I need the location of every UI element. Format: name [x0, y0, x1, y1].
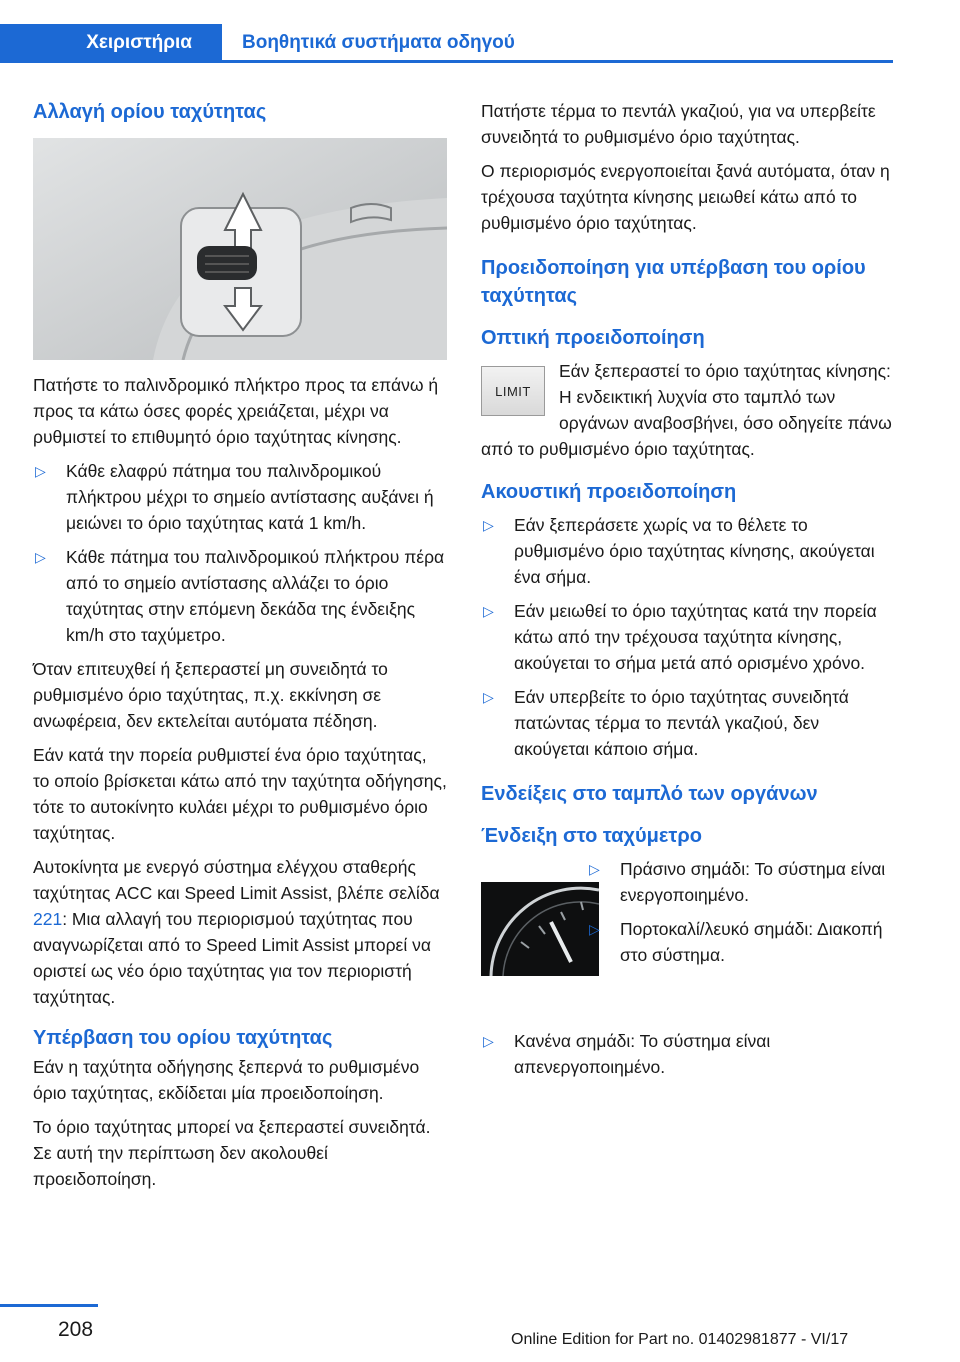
paragraph-kickdown: Πατήστε τέρμα το πεντάλ γκαζιού, για να υπερβείτε συνειδητά το ρυθμισμένο όριο ταχύτητας. — [481, 101, 876, 147]
paragraph-exceed-consciously: Το όριο ταχύτητας μπορεί να ξεπεραστεί συνειδητά. Σε αυτή την περίπτωση δεν ακολουθεί προειδοποίηση. — [33, 1117, 431, 1189]
subheading-speedometer: Ένδειξη στο ταχύμετρο — [481, 825, 702, 847]
section-heading-instrument-displays: Ενδείξεις στο ταμπλό των οργάνων — [481, 783, 818, 805]
paragraph-acc-speed-limit-assist: Αυτοκίνητα με ενεργό σύστημα ελέγχου σταθερής ταχύτητας ACC και Speed Limit Assist, βλέπε σελίδα 221: Μια αλλαγή του περιορισμού ταχύτητας που αναγνωρίζεται από το Speed Limit Assist μπορεί να οριστεί ως νέο όριο ταχύτητας για τον περιοριστή ταχύτητας. — [33, 857, 440, 1007]
acoustic-bullets — [481, 512, 896, 762]
paragraph-warning-issued: Εάν η ταχύτητα οδήγησης ξεπερνά το ρυθμισμένο όριο ταχύτητας, εκδίδεται μία προειδοποίηση. — [33, 1057, 420, 1103]
no-mark-bullet — [481, 1028, 896, 1080]
adjust-bullets — [33, 458, 447, 648]
list-item: ▷ Εάν ξεπεράσετε χωρίς να το θέλετε το ρυθμισμένο όριο ταχύτητας κίνησης, ακούγεται ένα σήμα. — [481, 512, 896, 590]
section-heading-exceed-limit: Υπέρβαση του ορίου ταχύτητας — [33, 1027, 333, 1049]
triangle-bullet-icon: ▷ — [589, 861, 600, 877]
triangle-bullet-icon: ▷ — [483, 689, 494, 705]
triangle-bullet-icon: ▷ — [35, 463, 46, 479]
visual-warning-block — [481, 358, 896, 462]
tab-controls[interactable]: Χειριστήρια — [0, 24, 222, 62]
section-heading-change-limit: Αλλαγή ορίου ταχύτητας — [33, 101, 267, 123]
steering-wheel-rocker-image — [33, 138, 447, 360]
page-number-rule — [0, 1304, 98, 1307]
subheading-visual-warning: Οπτική προειδοποίηση — [481, 327, 705, 349]
list-item: ▷ Εάν μειωθεί το όριο ταχύτητας κατά την πορεία κάτω από την τρέχουσα ταχύτητα κίνησης, ακούγεται το σήμα μετά από ορισμένο χρόνο. — [481, 598, 896, 676]
list-item: ▷ Πορτοκαλί/λευκό σημάδι: Διακοπή στο σύστημα. — [587, 916, 897, 968]
list-item: ▷ Πράσινο σημάδι: Το σύστημα είναι ενεργοποιημένο. — [587, 856, 897, 908]
list-item: ▷ Κάθε πάτημα του παλινδρομικού πλήκτρου πέρα από το σημείο αντίστασης αλλάζει το όριο ταχύτητας στην επόμενη δεκάδα της ένδειξης km/h στο ταχύμετρο. — [33, 544, 447, 648]
page-number: 208 — [58, 1318, 94, 1341]
page-reference-link[interactable]: 221 — [33, 909, 63, 929]
list-item: ▷ Εάν υπερβείτε το όριο ταχύτητας συνειδητά πατώντας τέρμα το πεντάλ γκαζιού, δεν ακούγεται κάποιο σήμα. — [481, 684, 896, 762]
right-column — [481, 98, 896, 1088]
header-rule — [0, 60, 893, 63]
speedometer-image — [481, 882, 599, 976]
section-heading-speed-limit-warning: Προειδοποίηση για υπέρβαση του ορίου ταχύτητας — [481, 257, 866, 307]
triangle-bullet-icon: ▷ — [483, 517, 494, 533]
left-column — [33, 98, 447, 1200]
paragraph-reactivation: Ο περιορισμός ενεργοποιείται ξανά αυτόματα, όταν η τρέχουσα ταχύτητα κίνησης μειωθεί κάτω από το ρυθμισμένο όριο ταχύτητας. — [481, 161, 890, 233]
list-item: ▷ Κανένα σημάδι: Το σύστημα είναι απενεργοποιημένο. — [481, 1028, 896, 1080]
triangle-bullet-icon: ▷ — [589, 921, 600, 937]
paragraph-no-braking: Όταν επιτευχθεί ή ξεπεραστεί μη συνειδητά το ρυθμισμένο όριο ταχύτητας, π.χ. εκκίνηση σε ανωφέρεια, δεν εκτελείται αυτόματα πέδηση. — [33, 659, 388, 731]
paragraph-coasting: Εάν κατά την πορεία ρυθμιστεί ένα όριο ταχύτητας, το οποίο βρίσκεται κάτω από την ταχύτητα οδήγησης, τότε το αυτοκίνητο κυλάει μέχρι το ρυθμισμένο όριο ταχύτητας. — [33, 745, 447, 843]
header-bar — [0, 0, 960, 62]
triangle-bullet-icon: ▷ — [483, 603, 494, 619]
intro-paragraph: Πατήστε το παλινδρομικό πλήκτρο προς τα επάνω ή προς τα κάτω όσες φορές χρειάζεται, μέχρι να ρυθμιστεί το επιθυμητό όριο ταχύτητας κίνησης. — [33, 375, 439, 447]
speedometer-bullets — [587, 856, 897, 976]
tab-driver-assistance[interactable]: Βοηθητικά συστήματα οδηγού — [242, 32, 515, 53]
subheading-acoustic-warning: Ακουστική προειδοποίηση — [481, 481, 737, 503]
paragraph-visual-warning: Εάν ξεπεραστεί το όριο ταχύτητας κίνησης: Η ενδεικτική λυχνία στο ταμπλό των οργάνων αναβοσβήνει, όσο οδηγείτε πάνω από το ρυθμισμένο όριο ταχύτητας. — [481, 361, 892, 459]
speedometer-block — [481, 856, 896, 1024]
limit-indicator-icon: LIMIT — [481, 366, 545, 416]
triangle-bullet-icon: ▷ — [35, 549, 46, 565]
edition-footer: Online Edition for Part no. 01402981877 - VI/17 — [511, 1331, 849, 1348]
triangle-bullet-icon: ▷ — [483, 1033, 494, 1049]
list-item: ▷ Κάθε ελαφρύ πάτημα του παλινδρομικού πλήκτρου μέχρι το σημείο αντίστασης αυξάνει ή μειώνει το όριο ταχύτητας κατά 1 km/h. — [33, 458, 447, 536]
